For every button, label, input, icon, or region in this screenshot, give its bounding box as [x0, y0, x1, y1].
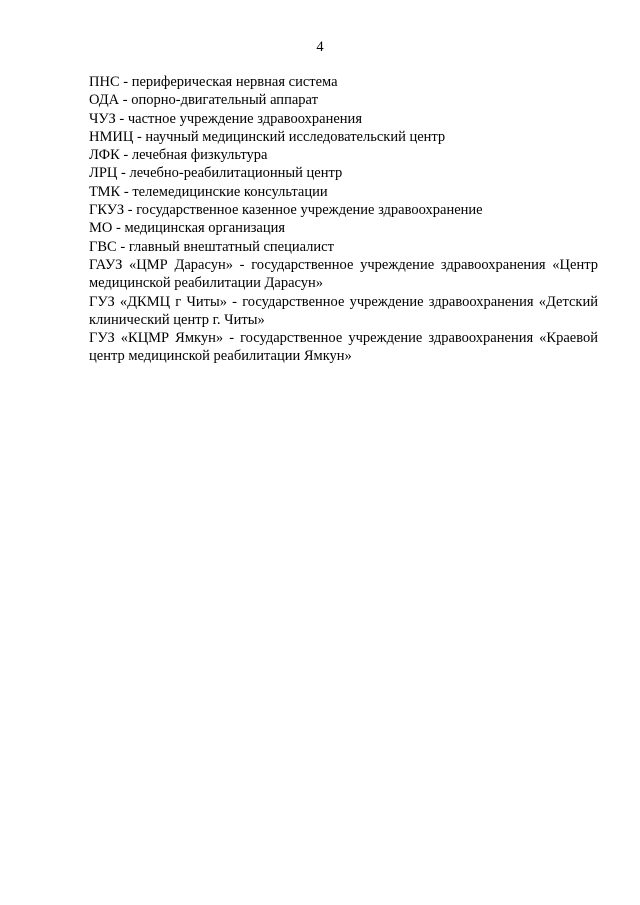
abbreviation-separator: -	[119, 147, 132, 164]
abbreviation-item-gkuz	[89, 201, 598, 219]
abbreviation-separator: -	[133, 128, 146, 145]
abbreviation-definition: государственное казенное учреждение здравоохранение	[136, 202, 483, 219]
page-number: 4	[316, 39, 324, 55]
abbreviation-definition: научный медицинский исследовательский центр	[145, 128, 446, 145]
abbreviation-definition: государственное учреждение здравоохранения «Детский клинический центр г. Читы»	[89, 293, 598, 328]
abbreviation-term: ГУЗ «КЦМР Ямкун»	[89, 330, 224, 347]
abbreviation-definition: телемедицинские консультации	[132, 183, 328, 200]
abbreviation-separator: -	[115, 110, 128, 127]
abbreviation-term: ТМК	[89, 183, 121, 200]
abbreviation-term: ГКУЗ	[89, 202, 125, 219]
abbreviation-item-tmk	[89, 183, 598, 201]
abbreviation-definition: лечебная физкультура	[131, 147, 268, 164]
abbreviation-separator: -	[120, 183, 133, 200]
abbreviation-term: ПНС	[89, 74, 120, 90]
abbreviation-separator: -	[116, 238, 129, 255]
abbreviation-item-lrc	[89, 164, 598, 182]
abbreviation-separator: -	[117, 165, 130, 182]
abbreviation-separator: -	[226, 293, 243, 310]
abbreviation-item-oda	[89, 91, 598, 109]
abbreviation-separator: -	[124, 202, 137, 219]
abbreviation-definition: периферическая нервная система	[131, 74, 338, 90]
abbreviation-separator: -	[119, 92, 132, 109]
abbreviation-term: ЧУЗ	[89, 110, 116, 127]
abbreviation-definition: медицинская организация	[124, 220, 286, 237]
abbreviation-item-nmic	[89, 128, 598, 146]
abbreviation-term: ЛРЦ	[89, 165, 118, 182]
abbreviation-item-chuz	[89, 110, 598, 128]
abbreviation-separator: -	[223, 330, 241, 347]
abbreviation-item-lfk	[89, 146, 598, 164]
abbreviation-item-mo	[89, 219, 598, 237]
abbreviation-item-guz-dkmc-chity	[89, 293, 598, 330]
abbreviation-list	[89, 73, 598, 366]
abbreviation-definition: лечебно-реабилитационный центр	[129, 165, 343, 182]
abbreviation-term: МО	[89, 220, 113, 237]
abbreviation-term: ГАУЗ «ЦМР Дарасун»	[89, 256, 233, 273]
abbreviation-definition: государственное учреждение здравоохранения «Центр медицинской реабилитации Дарасун»	[89, 256, 598, 292]
abbreviation-separator: -	[232, 256, 252, 273]
abbreviation-separator: -	[112, 220, 125, 237]
abbreviation-definition: опорно-двигательный аппарат	[131, 92, 318, 109]
abbreviation-term: ГВС	[89, 238, 117, 255]
abbreviation-term: ЛФК	[89, 147, 120, 164]
abbreviation-item-guz-kcmr-yamkun	[89, 329, 598, 366]
abbreviation-term: ОДА	[89, 92, 120, 109]
abbreviation-term: НМИЦ	[89, 128, 134, 145]
abbreviation-definition: государственное учреждение здравоохранения «Краевой центр медицинской реабилитации Ямкун»	[89, 330, 598, 365]
abbreviation-item-gvs	[89, 238, 598, 256]
abbreviation-item-gauz-cmr-darasun	[89, 256, 598, 293]
abbreviation-separator: -	[119, 74, 132, 90]
abbreviation-definition: частное учреждение здравоохранения	[127, 110, 362, 127]
abbreviation-item-pns	[89, 73, 598, 91]
abbreviation-definition: главный внештатный специалист	[128, 238, 334, 255]
abbreviation-term: ГУЗ «ДКМЦ г Читы»	[89, 293, 227, 310]
